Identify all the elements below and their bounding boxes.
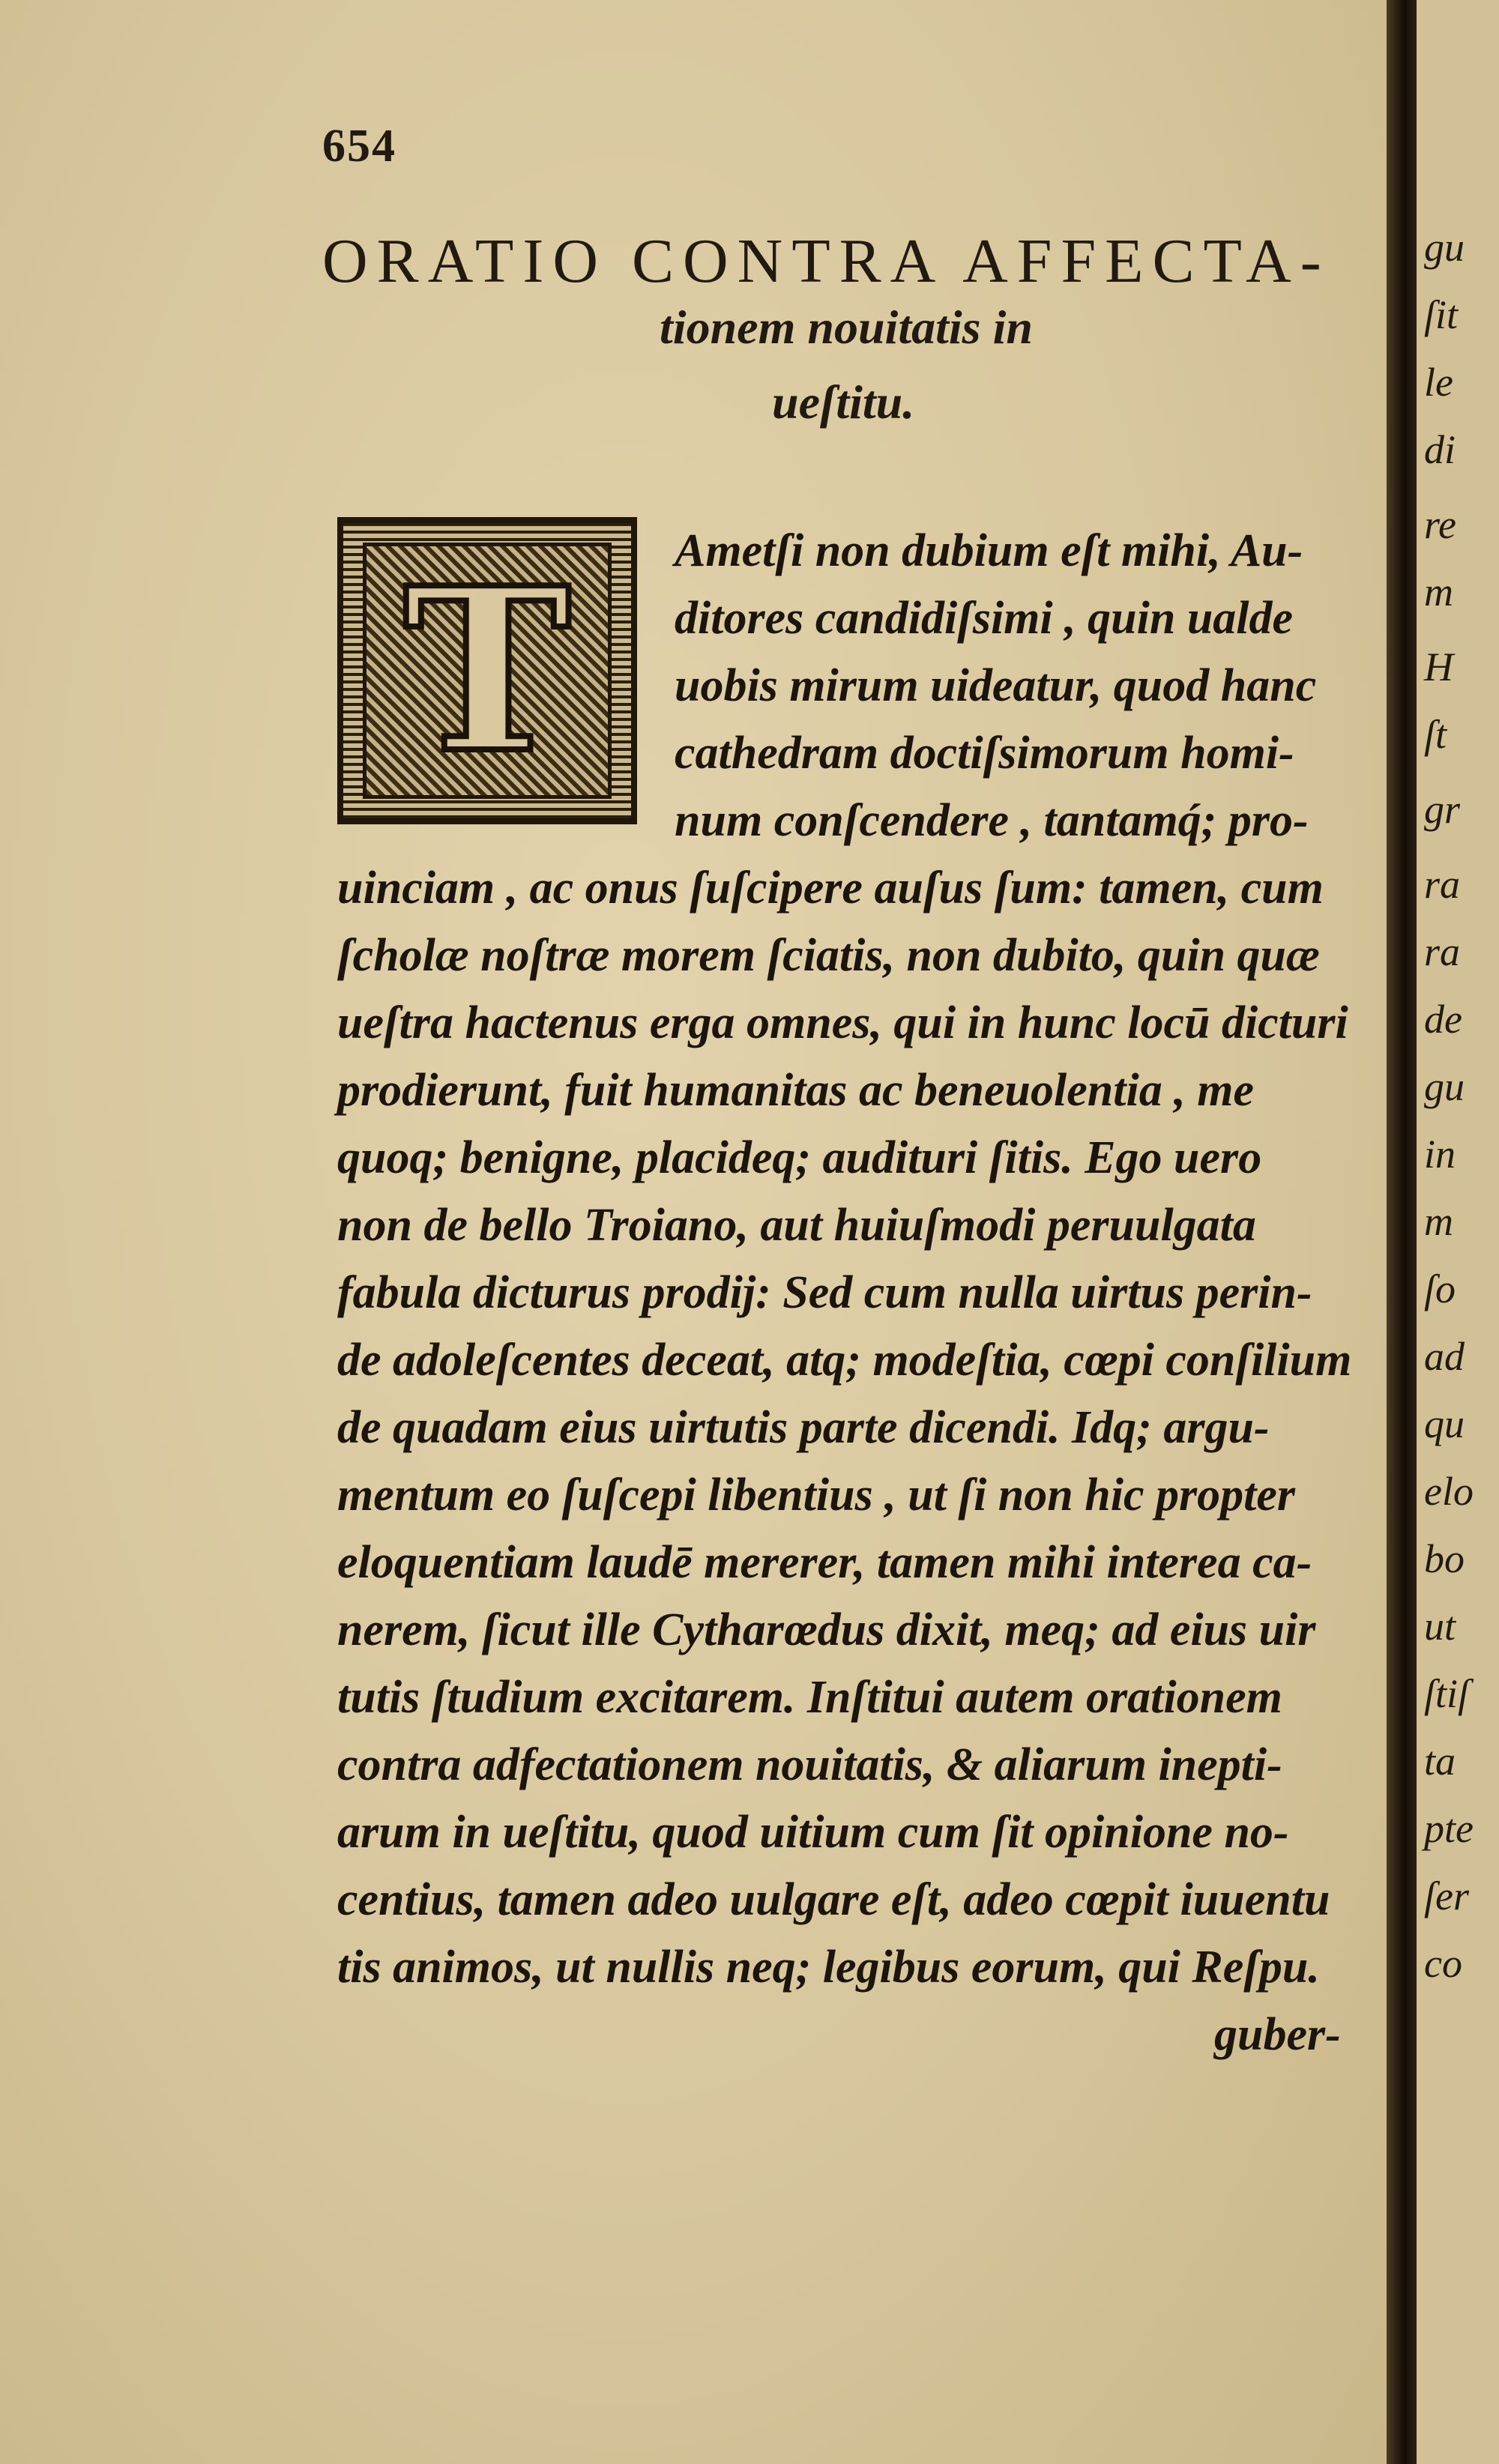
facing-fragment: ta [1424,1739,1456,1784]
body-line: quoq; benigne, placideq; audituri ſitis. Ego uero [337,1132,1262,1183]
body-line: centius, tamen adeo uulgare eſt, adeo cœpit iuuentu [337,1874,1330,1925]
body-line: Ametſi non dubium eſt mihi, Au- [675,525,1303,576]
decorated-initial [337,517,637,824]
body-line: num conſcendere , tantamq́; pro- [675,795,1309,846]
facing-fragment: ra [1424,929,1461,974]
facing-fragment: pte [1424,1806,1474,1851]
body-line: ſcholæ noſtræ morem ſciatis, non dubito, quin quæ [337,930,1320,981]
facing-fragment: gu [1424,225,1465,270]
facing-fragment: co [1424,1941,1462,1986]
facing-fragment: ra [1424,862,1461,907]
body-line: tutis ſtudium excitarem. Inſtitui autem orationem [337,1672,1282,1723]
title-line-2: tionem nouitatis in [660,301,1033,354]
body-line: de adoleſcentes deceat, atq; modeſtia, cœpi conſilium [337,1335,1352,1386]
facing-fragment: in [1424,1132,1456,1177]
body-line: de quadam eius uirtutis parte dicendi. Idq; argu- [337,1402,1270,1453]
facing-fragment: bo [1424,1536,1465,1581]
body-line: uinciam , ac onus ſuſcipere auſus ſum: tamen, cum [337,863,1324,914]
facing-fragment: H [1424,644,1453,689]
title-line-1: ORATIO CONTRA AFFECTA- [322,226,1330,296]
facing-fragment: ſtiſ [1424,1671,1470,1716]
body-line: non de bello Troiano, aut huiuſmodi peruulgata [337,1200,1256,1251]
catchword: guber- [1214,2009,1341,2060]
decorated-initial-frame [363,538,612,803]
facing-fragment: ad [1424,1334,1465,1379]
body-line: arum in ueſtitu, quod uitium cum ſit opinione no- [337,1807,1289,1858]
facing-fragment: gu [1424,1064,1465,1109]
facing-fragment: elo [1424,1469,1474,1514]
facing-page-edge [1417,0,1499,2464]
body-line: mentum eo ſuſcepi libentius , ut ſi non hic propter [337,1470,1295,1521]
facing-fragment: le [1424,360,1453,405]
facing-fragment: gr [1424,787,1461,832]
facing-fragment: de [1424,997,1462,1042]
facing-fragment: ut [1424,1604,1456,1649]
body-line: uobis mirum uideatur, quod hanc [675,660,1317,711]
title-line-3: ueſtitu. [772,375,915,429]
body-line: nerem, ſicut ille Cytharœdus dixit, meq; ad eius uir [337,1604,1316,1655]
body-line: cathedram doctiſsimorum homi- [675,728,1294,779]
body-line: ueſtra hactenus erga omnes, qui in hunc locū dicturi [337,997,1348,1048]
facing-fragment: ſer [1424,1873,1469,1918]
book-gutter [1387,0,1417,2464]
facing-fragment: re [1424,502,1456,547]
facing-fragment: m [1424,1199,1453,1244]
body-line: tis animos, ut nullis neq; legibus eorum, qui Reſpu. [337,1942,1320,1993]
facing-fragment: di [1424,427,1456,472]
body-line: eloquentiam laudē mererer, tamen mihi interea ca- [337,1537,1312,1588]
facing-fragment: m [1424,570,1453,615]
body-line: contra adfectationem nouitatis, & aliarum inepti- [337,1739,1282,1790]
facing-fragment: ſt [1424,712,1447,757]
facing-fragment: ſit [1424,292,1459,337]
facing-fragment: ſo [1424,1266,1456,1311]
facing-fragment: qu [1424,1401,1465,1446]
initial-letter: T [403,538,571,803]
page-number: 654 [322,121,396,172]
body-line: ditores candidiſsimi , quin ualde [675,593,1294,644]
body-line: fabula dicturus prodij: Sed cum nulla uirtus perin- [337,1267,1312,1318]
body-line: prodierunt, fuit humanitas ac beneuolentia , me [337,1065,1254,1116]
